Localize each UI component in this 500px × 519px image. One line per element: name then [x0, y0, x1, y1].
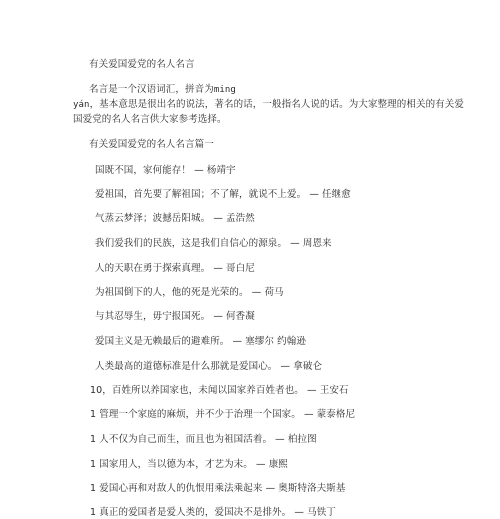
intro-line-2 — [73, 99, 464, 111]
quote-item: 爱祖国，首先要了解祖国；不了解，就说不上爱。 — 任继愈 — [95, 189, 351, 200]
intro-pinyin-1: ming — [213, 85, 236, 95]
intro-line-1-text: 名言是一个汉语词汇，拼音为 — [89, 84, 214, 95]
quote-item: 人的天职在勇于探索真理。 — 哥白尼 — [95, 263, 255, 274]
quote-item: 与其忍辱生，毋宁报国死。 — 何香凝 — [95, 311, 255, 322]
intro-pinyin-2: yán — [73, 100, 90, 110]
quote-item: 1 爱国心再和对敌人的仇恨用乘法乘起来 — 奥斯特洛夫斯基 — [90, 483, 346, 494]
quote-item: 气蒸云梦泽；波撼岳阳城。 — 孟浩然 — [95, 213, 255, 224]
intro-line-2-text: ，基本意思是很出名的说法，著名的话，一般指名人说的话。为大家整理的相关的有关爱 — [89, 99, 464, 110]
quote-item: 爱国主义是无赖最后的避难所。 — 塞缪尔 约翰逊 — [95, 336, 306, 347]
quote-item: 1 人不仅为自己而生，而且也为祖国活着。 — 柏拉图 — [90, 434, 317, 445]
quote-item: 我们爱我们的民族，这是我们自信心的源泉。 — 周恩来 — [95, 238, 332, 249]
quote-item: 1 国家用人，当以德为本，才艺为末。 — 康熙 — [90, 459, 288, 470]
quote-item: 10，百姓所以养国家也，未闻以国家养百姓者也。 — 王安石 — [90, 385, 349, 396]
quote-item: 为祖国倒下的人，他的死是光荣的。 — 荷马 — [95, 287, 284, 298]
quote-item: 人类最高的道德标准是什么那就是爱国心。 — 拿破仑 — [95, 361, 323, 372]
intro-line-3: 国爱党的名人名言供大家参考选择。 — [73, 114, 227, 125]
document-title: 有关爱国爱党的名人名言 — [89, 59, 195, 70]
section-heading: 有关爱国爱党的名人名言篇一 — [89, 139, 214, 150]
intro-line-1 — [89, 84, 236, 96]
quote-item: 1 管理一个家庭的麻烦，并不少于治理一个国家。 — 蒙泰格尼 — [90, 409, 356, 420]
quote-item: 1 真正的爱国者是爱人类的，爱国决不是排外。 — 马铁丁 — [90, 507, 336, 518]
quote-item: 国既不国，家何能存！ — 杨靖宇 — [95, 165, 236, 176]
